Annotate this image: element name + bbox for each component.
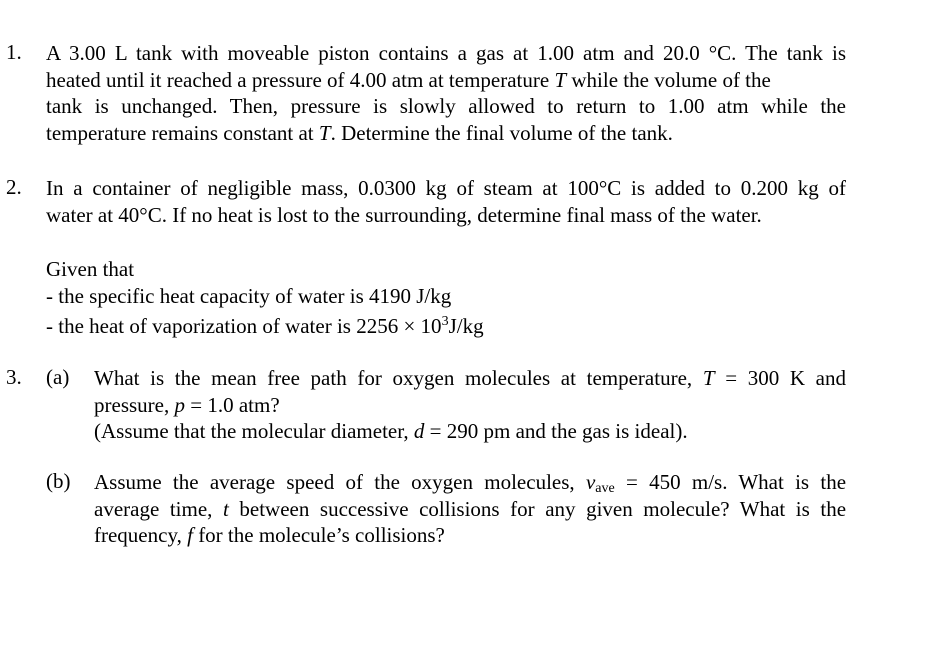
q1-line-4: temperature remains constant at T. Determine the final volume of the tank.: [46, 120, 673, 145]
q3b-label: (b): [46, 469, 71, 493]
q1-text: [46, 40, 846, 146]
q2-number: 2.: [6, 175, 22, 199]
q3b-line-1: Assume the average speed of the oxygen molecules, $v_{ave} = 450$ m/s. What is the: [94, 470, 847, 496]
q2-given: [46, 256, 846, 336]
q3a-line-2: pressure, p = 1.0 atm?: [94, 392, 280, 417]
q3-number: 3.: [6, 365, 22, 389]
q3b-line-3: frequency, f for the molecule’s collisions?: [94, 523, 445, 547]
q3a-label: (a): [46, 365, 70, 389]
q2-text: [46, 175, 846, 228]
q2-given-2: - the heat of vaporization of water is $2256 \times 10^3J/kg$: [46, 314, 484, 338]
q3b-line-2: average time, t between successive collisions for any given molecule? What is the: [94, 496, 847, 521]
q2-line-1: In a container of negligible mass, 0.0300 kg of steam at 100°C is added to 0.200 kg of: [46, 176, 846, 200]
q3a-text: [94, 365, 846, 445]
q1-number: 1.: [6, 40, 22, 64]
q1-line-2: heated until it reached a pressure of 4.00 atm at temperature T while the volume of the: [46, 67, 771, 92]
q3b-text: [94, 469, 846, 549]
q1-line-3: tank is unchanged. Then, pressure is slowly allowed to return to 1.00 atm while the: [46, 94, 846, 118]
q3a-line-1: What is the mean free path for oxygen molecules at temperature, T = 300 K and: [94, 366, 847, 390]
q1-line-1: A 3.00 L tank with moveable piston contains a gas at 1.00 atm and 20.0 °C. The tank is: [46, 41, 846, 65]
q2-given-1: - the specific heat capacity of water is 4190 J/kg: [46, 283, 452, 308]
q3a-line-3: (Assume that the molecular diameter, d = 290 pm and the gas is ideal).: [94, 419, 688, 443]
q2-line-2: water at 40°C. If no heat is lost to the surrounding, determine final mass of the water.: [46, 202, 762, 227]
q2-given-title: Given that: [46, 257, 135, 281]
